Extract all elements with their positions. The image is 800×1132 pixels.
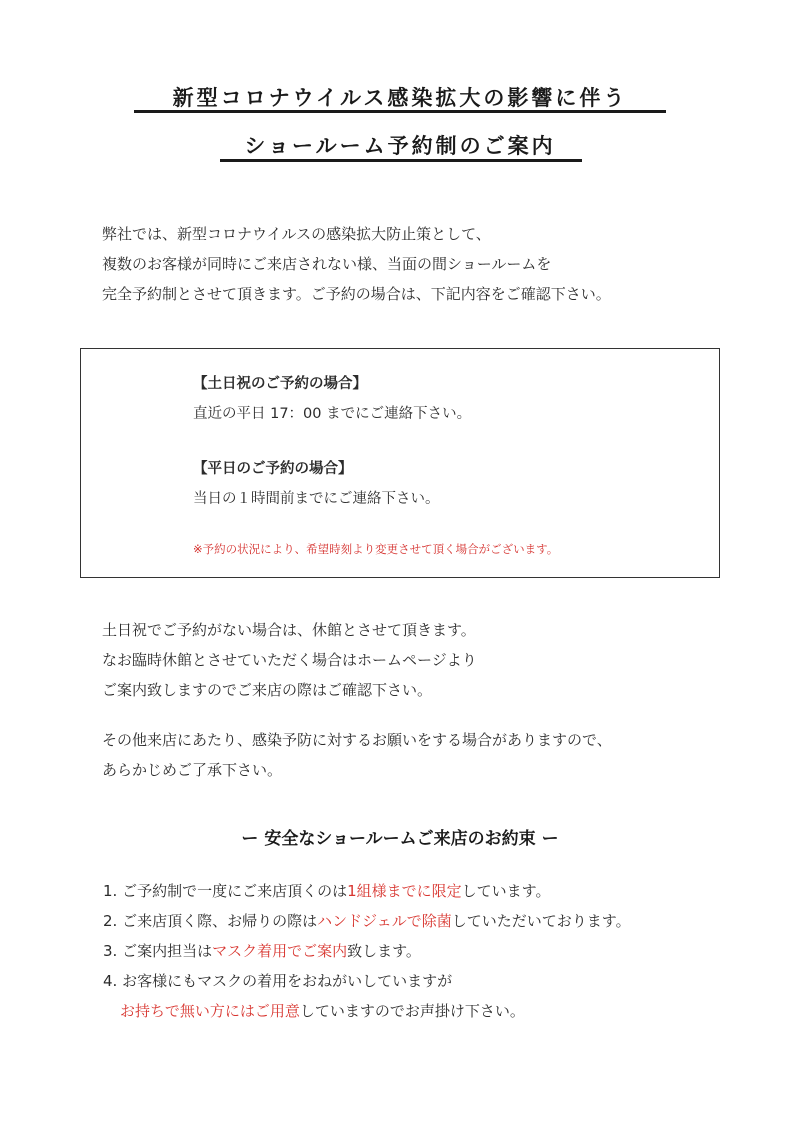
closed-notice bbox=[102, 615, 477, 705]
subtitle-underline bbox=[220, 159, 582, 162]
intro-line: 弊社では、新型コロナウイルスの感染拡大防止策として、 bbox=[102, 225, 491, 243]
closed-line: 土日祝でご予約がない場合は、休館とさせて頂きます。 bbox=[102, 621, 476, 639]
weekday-text: 当日の１時間前までにご連絡下さい。 bbox=[193, 491, 440, 507]
weekend-label: 【土日祝のご予約の場合】 bbox=[193, 376, 367, 392]
item-highlight: ハンドジェルで除菌 bbox=[317, 912, 452, 930]
promise-list bbox=[103, 876, 631, 1026]
title-underline bbox=[134, 110, 666, 113]
reservation-info-box bbox=[80, 348, 720, 578]
intro-paragraph bbox=[102, 219, 611, 309]
page-title: 新型コロナウイルス感染拡大の影響に伴う bbox=[172, 86, 628, 110]
item-highlight: 1組様までに限定 bbox=[347, 882, 462, 900]
list-item bbox=[103, 906, 631, 936]
item-text: しています。 bbox=[461, 882, 551, 900]
item-text: 致します。 bbox=[347, 942, 421, 960]
list-item bbox=[103, 966, 631, 996]
closed-line: なお臨時休館とさせていただく場合はホームページより bbox=[102, 651, 477, 669]
item-highlight: お持ちで無い方にはご用意 bbox=[120, 1002, 300, 1020]
list-item-continuation bbox=[103, 996, 631, 1026]
list-item bbox=[103, 936, 631, 966]
item-text: 1. ご予約制で一度にご来店頂くのは bbox=[103, 882, 348, 900]
other-notice bbox=[102, 725, 612, 785]
list-item bbox=[103, 876, 631, 906]
other-line: あらかじめご了承下さい。 bbox=[102, 761, 283, 779]
weekday-label: 【平日のご予約の場合】 bbox=[193, 461, 353, 477]
item-text: 4. お客様にもマスクの着用をおねがいしていますが bbox=[103, 972, 453, 990]
promise-title: ー 安全なショールームご来店のお約束 ー bbox=[241, 829, 559, 849]
item-text: していますのでお声掛け下さい。 bbox=[299, 1002, 525, 1020]
weekend-text: 直近の平日 17：00 までにご連絡下さい。 bbox=[193, 406, 472, 422]
other-line: その他来店にあたり、感染予防に対するお願いをする場合がありますので、 bbox=[102, 731, 612, 749]
page-subtitle: ショールーム予約制のご案内 bbox=[244, 134, 556, 158]
item-text: 2. ご来店頂く際、お帰りの際は bbox=[103, 912, 318, 930]
closed-line: ご案内致しますのでご来店の際はご確認下さい。 bbox=[102, 681, 433, 699]
intro-line: 複数のお客様が同時にご来店されない様、当面の間ショールームを bbox=[102, 255, 552, 273]
item-text: していただいております。 bbox=[451, 912, 631, 930]
item-text: 3. ご案内担当は bbox=[103, 942, 213, 960]
item-highlight: マスク着用でご案内 bbox=[212, 942, 348, 960]
intro-line: 完全予約制とさせて頂きます。ご予約の場合は、下記内容をご確認下さい。 bbox=[102, 285, 611, 303]
reservation-note: ※予約の状況により、希望時刻より変更させて頂く場合がございます。 bbox=[193, 542, 559, 556]
